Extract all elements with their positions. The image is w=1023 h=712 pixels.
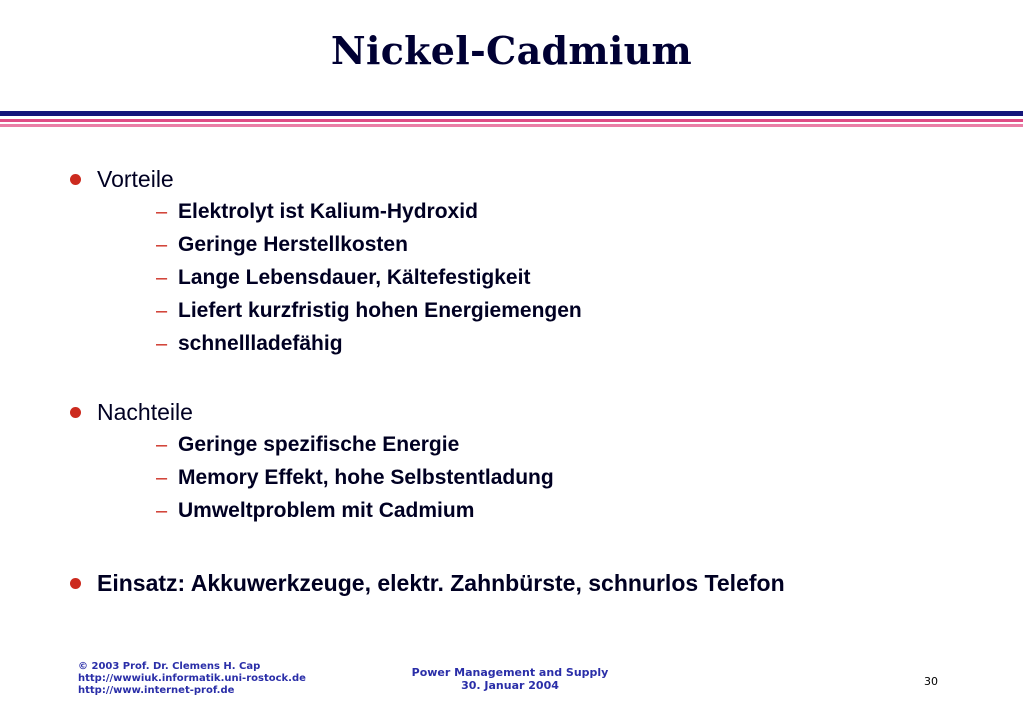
bullet-dot-icon [70,578,81,589]
bullet-heading: Vorteile [97,165,174,192]
sub-item [156,232,408,258]
footer-credits [78,661,306,697]
dash-icon: – [156,200,168,223]
sub-item-text: Liefert kurzfristig hohen Energiemengen [178,299,582,322]
dash-icon: – [156,332,168,355]
dash-icon: – [156,433,168,456]
sub-item [156,298,582,324]
bullet-dot-icon [70,407,81,418]
dash-icon: – [156,466,168,489]
sub-item-text: schnellladefähig [178,332,343,355]
sub-item-text: Umweltproblem mit Cadmium [178,499,475,522]
footer-course-info [380,666,640,692]
bullet-einsatz [70,568,785,598]
sub-item-text: Lange Lebensdauer, Kältefestigkeit [178,266,531,289]
sub-item-text: Elektrolyt ist Kalium-Hydroxid [178,200,478,223]
sub-item-text: Geringe Herstellkosten [178,233,408,256]
dash-icon: – [156,299,168,322]
bullet-heading: Nachteile [97,398,193,425]
footer-date: 30. Januar 2004 [461,679,559,692]
dash-icon: – [156,499,168,522]
footer-url-internet-prof[interactable]: http://www.internet-prof.de [78,685,235,696]
dash-icon: – [156,233,168,256]
footer-copyright: © 2003 Prof. Dr. Clemens H. Cap [78,661,261,672]
bullet-dot-icon [70,174,81,185]
sub-item [156,199,478,225]
footer-course: Power Management and Supply [411,666,609,679]
slide-title: Nickel-Cadmium [330,28,693,73]
dash-icon: – [156,266,168,289]
bullet-heading: Einsatz: Akkuwerkzeuge, elektr. Zahnbürste, schnurlos Telefon [97,569,785,596]
sub-item-text: Geringe spezifische Energie [178,433,460,456]
sub-item [156,432,459,458]
bullet-vorteile [70,164,174,194]
sub-item [156,498,474,524]
footer-url-iuk[interactable]: http://wwwiuk.informatik.uni-rostock.de [78,673,306,684]
sub-item-text: Memory Effekt, hohe Selbstentladung [178,466,554,489]
sub-item [156,331,343,357]
sub-item [156,265,530,291]
bullet-nachteile [70,397,193,427]
sub-item [156,465,554,491]
page-number: 30 [924,675,938,688]
